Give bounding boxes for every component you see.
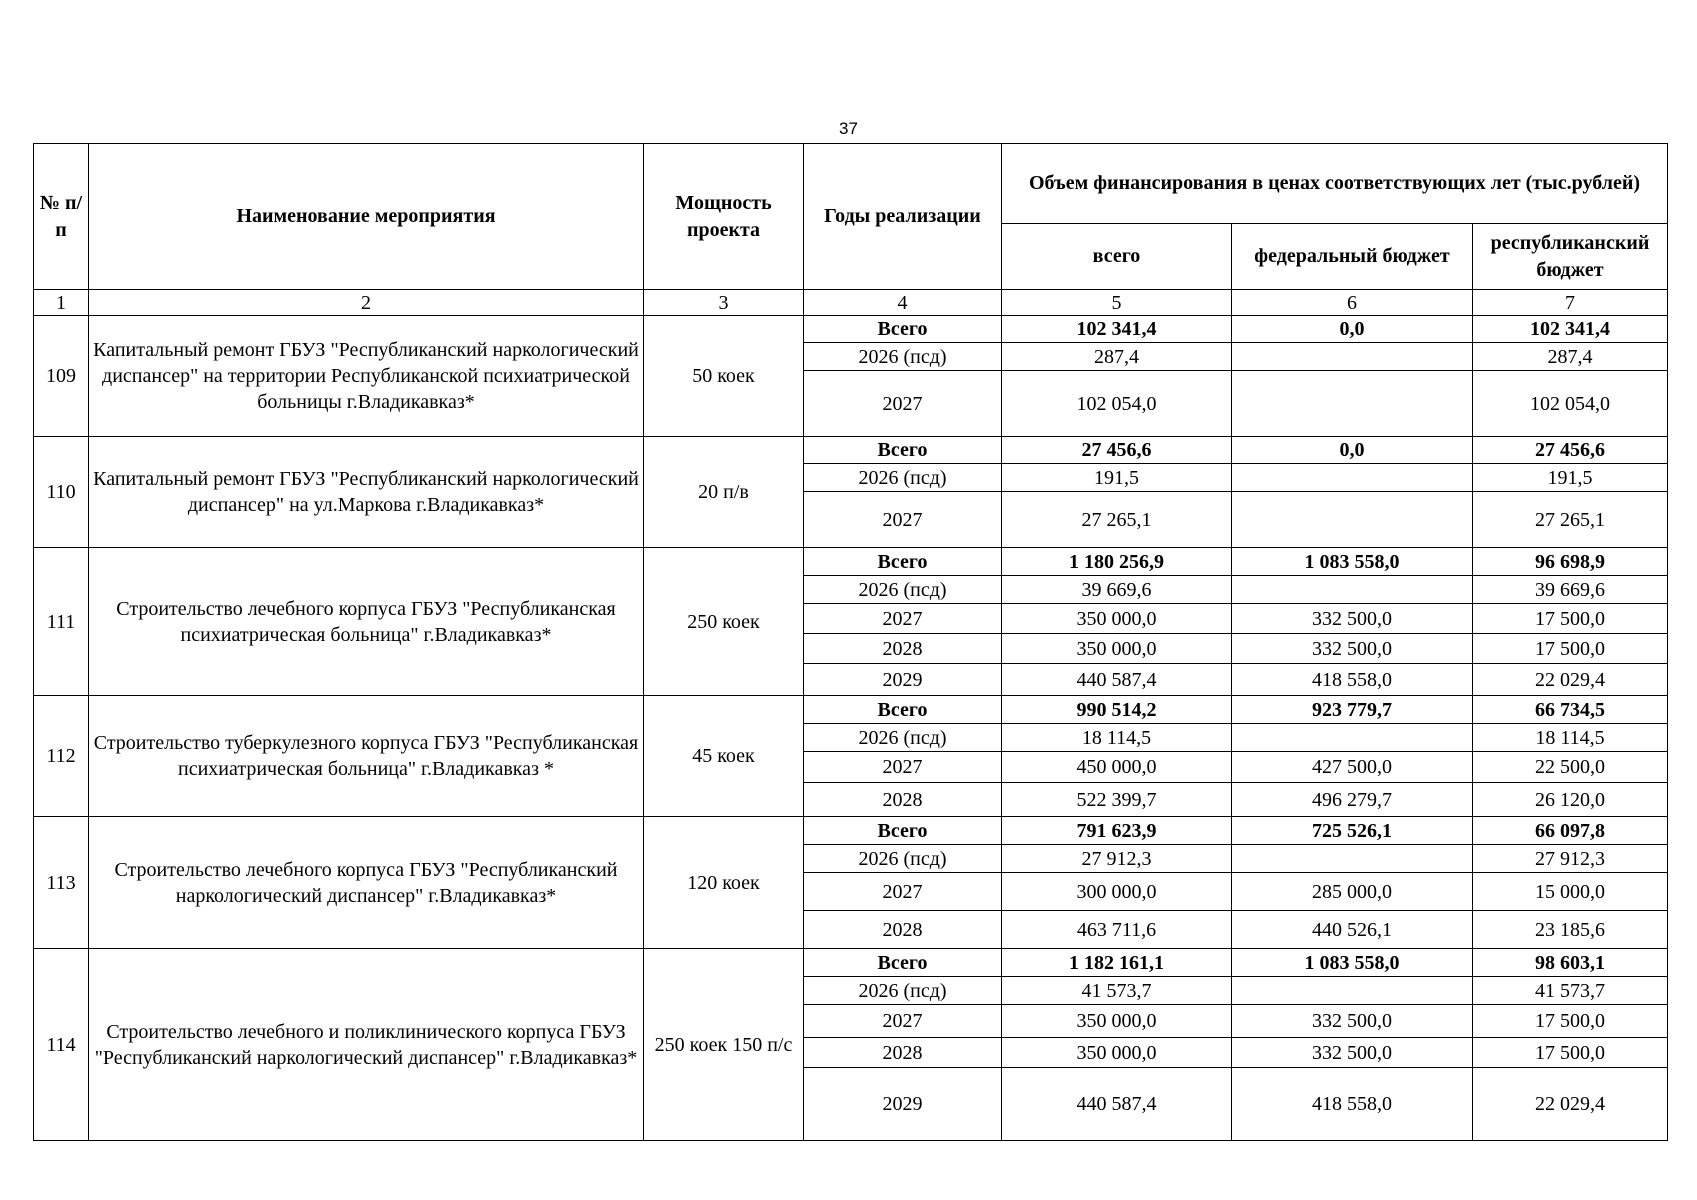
project-capacity: 120 коек [644,817,804,949]
republic-cell: 22 029,4 [1473,664,1668,696]
header-financing: Объем финансирования в ценах соответствующих лет (тыс.рублей) [1002,144,1668,224]
total-cell: 27 912,3 [1002,845,1232,873]
total-cell: 1 180 256,9 [1002,548,1232,576]
federal-cell: 496 279,7 [1232,783,1473,817]
year-cell: 2026 (псд) [804,576,1002,604]
total-cell: 350 000,0 [1002,1038,1232,1068]
header-years: Годы реализации [804,144,1002,290]
total-cell: 27 456,6 [1002,437,1232,464]
project-capacity: 45 коек [644,696,804,817]
republic-cell: 66 734,5 [1473,696,1668,724]
republic-cell: 102 054,0 [1473,371,1668,437]
republic-cell: 17 500,0 [1473,1005,1668,1038]
republic-cell: 191,5 [1473,464,1668,492]
federal-cell [1232,371,1473,437]
year-cell: 2029 [804,664,1002,696]
column-number: 4 [804,290,1002,316]
total-cell: 41 573,7 [1002,977,1232,1005]
federal-cell: 725 526,1 [1232,817,1473,845]
republic-cell: 102 341,4 [1473,316,1668,343]
federal-cell: 0,0 [1232,316,1473,343]
republic-cell: 23 185,6 [1473,911,1668,949]
header-total: всего [1002,224,1232,290]
year-cell: Всего [804,949,1002,977]
republic-cell: 17 500,0 [1473,634,1668,664]
total-cell: 990 514,2 [1002,696,1232,724]
project-number: 110 [34,437,89,548]
year-cell: 2028 [804,911,1002,949]
total-cell: 191,5 [1002,464,1232,492]
republic-cell: 27 456,6 [1473,437,1668,464]
project-name: Капитальный ремонт ГБУЗ "Республиканский наркологический диспансер" на территории Республиканской психиатрической больницы г.Владикавказ* [89,316,644,437]
federal-cell: 0,0 [1232,437,1473,464]
federal-cell [1232,845,1473,873]
total-cell: 522 399,7 [1002,783,1232,817]
republic-cell: 17 500,0 [1473,1038,1668,1068]
column-number: 5 [1002,290,1232,316]
project-name: Строительство лечебного корпуса ГБУЗ "Республиканская психиатрическая больница" г.Владикавказ* [89,548,644,696]
total-cell: 39 669,6 [1002,576,1232,604]
federal-cell: 1 083 558,0 [1232,949,1473,977]
total-cell: 791 623,9 [1002,817,1232,845]
total-cell: 440 587,4 [1002,664,1232,696]
year-cell: Всего [804,437,1002,464]
federal-cell: 923 779,7 [1232,696,1473,724]
federal-cell: 418 558,0 [1232,664,1473,696]
year-cell: 2026 (псд) [804,343,1002,371]
project-name: Капитальный ремонт ГБУЗ "Республиканский наркологический диспансер" на ул.Маркова г.Владикавказ* [89,437,644,548]
year-cell: 2026 (псд) [804,724,1002,752]
header-num: № п/п [34,144,89,290]
federal-cell [1232,724,1473,752]
project-name: Строительство лечебного корпуса ГБУЗ "Республиканский наркологический диспансер" г.Владикавказ* [89,817,644,949]
year-cell: 2027 [804,371,1002,437]
project-number: 111 [34,548,89,696]
column-number: 7 [1473,290,1668,316]
federal-cell: 332 500,0 [1232,1038,1473,1068]
year-cell: 2028 [804,1038,1002,1068]
total-cell: 287,4 [1002,343,1232,371]
republic-cell: 96 698,9 [1473,548,1668,576]
project-name: Строительство туберкулезного корпуса ГБУЗ "Республиканская психиатрическая больница" г.Владикавказ * [89,696,644,817]
column-number: 1 [34,290,89,316]
federal-cell [1232,977,1473,1005]
federal-cell [1232,576,1473,604]
year-cell: 2027 [804,604,1002,634]
header-capacity: Мощность проекта [644,144,804,290]
republic-cell: 41 573,7 [1473,977,1668,1005]
year-cell: 2026 (псд) [804,845,1002,873]
page-number: 37 [839,119,858,138]
republic-cell: 18 114,5 [1473,724,1668,752]
project-capacity: 250 коек [644,548,804,696]
federal-cell: 332 500,0 [1232,604,1473,634]
total-cell: 18 114,5 [1002,724,1232,752]
total-cell: 300 000,0 [1002,873,1232,911]
project-capacity: 250 коек 150 п/с [644,949,804,1141]
column-number: 2 [89,290,644,316]
federal-cell: 332 500,0 [1232,1005,1473,1038]
year-cell: 2028 [804,783,1002,817]
year-cell: 2027 [804,752,1002,783]
project-number: 109 [34,316,89,437]
republic-cell: 287,4 [1473,343,1668,371]
federal-cell [1232,343,1473,371]
republic-cell: 22 500,0 [1473,752,1668,783]
federal-cell: 332 500,0 [1232,634,1473,664]
project-capacity: 50 коек [644,316,804,437]
project-number: 112 [34,696,89,817]
federal-cell [1232,464,1473,492]
column-number: 3 [644,290,804,316]
republic-cell: 26 120,0 [1473,783,1668,817]
table-row-total [34,437,1668,464]
year-cell: Всего [804,548,1002,576]
header-name: Наименование мероприятия [89,144,644,290]
republic-cell: 22 029,4 [1473,1068,1668,1141]
header-republic: республиканский бюджет [1473,224,1668,290]
federal-cell: 440 526,1 [1232,911,1473,949]
year-cell: 2027 [804,492,1002,548]
year-cell: 2027 [804,1005,1002,1038]
column-number: 6 [1232,290,1473,316]
year-cell: Всего [804,696,1002,724]
header-federal: федеральный бюджет [1232,224,1473,290]
federal-cell: 285 000,0 [1232,873,1473,911]
year-cell: Всего [804,817,1002,845]
republic-cell: 39 669,6 [1473,576,1668,604]
total-cell: 102 341,4 [1002,316,1232,343]
total-cell: 350 000,0 [1002,604,1232,634]
total-cell: 463 711,6 [1002,911,1232,949]
project-name: Строительство лечебного и поликлинического корпуса ГБУЗ "Республиканский наркологический диспансер" г.Владикавказ* [89,949,644,1141]
total-cell: 350 000,0 [1002,634,1232,664]
republic-cell: 66 097,8 [1473,817,1668,845]
project-number: 114 [34,949,89,1141]
republic-cell: 15 000,0 [1473,873,1668,911]
federal-cell [1232,492,1473,548]
financing-table [33,143,1668,1141]
year-cell: 2027 [804,873,1002,911]
table-row-total [34,548,1668,576]
republic-cell: 27 265,1 [1473,492,1668,548]
federal-cell: 1 083 558,0 [1232,548,1473,576]
year-cell: 2026 (псд) [804,464,1002,492]
table-row-total [34,817,1668,845]
total-cell: 27 265,1 [1002,492,1232,548]
year-cell: 2026 (псд) [804,977,1002,1005]
year-cell: 2028 [804,634,1002,664]
project-number: 113 [34,817,89,949]
federal-cell: 418 558,0 [1232,1068,1473,1141]
total-cell: 1 182 161,1 [1002,949,1232,977]
total-cell: 440 587,4 [1002,1068,1232,1141]
total-cell: 102 054,0 [1002,371,1232,437]
year-cell: 2029 [804,1068,1002,1141]
table-row-total [34,696,1668,724]
total-cell: 350 000,0 [1002,1005,1232,1038]
republic-cell: 98 603,1 [1473,949,1668,977]
republic-cell: 17 500,0 [1473,604,1668,634]
year-cell: Всего [804,316,1002,343]
project-capacity: 20 п/в [644,437,804,548]
total-cell: 450 000,0 [1002,752,1232,783]
federal-cell: 427 500,0 [1232,752,1473,783]
table-row-total [34,949,1668,977]
table-row-total [34,316,1668,343]
republic-cell: 27 912,3 [1473,845,1668,873]
